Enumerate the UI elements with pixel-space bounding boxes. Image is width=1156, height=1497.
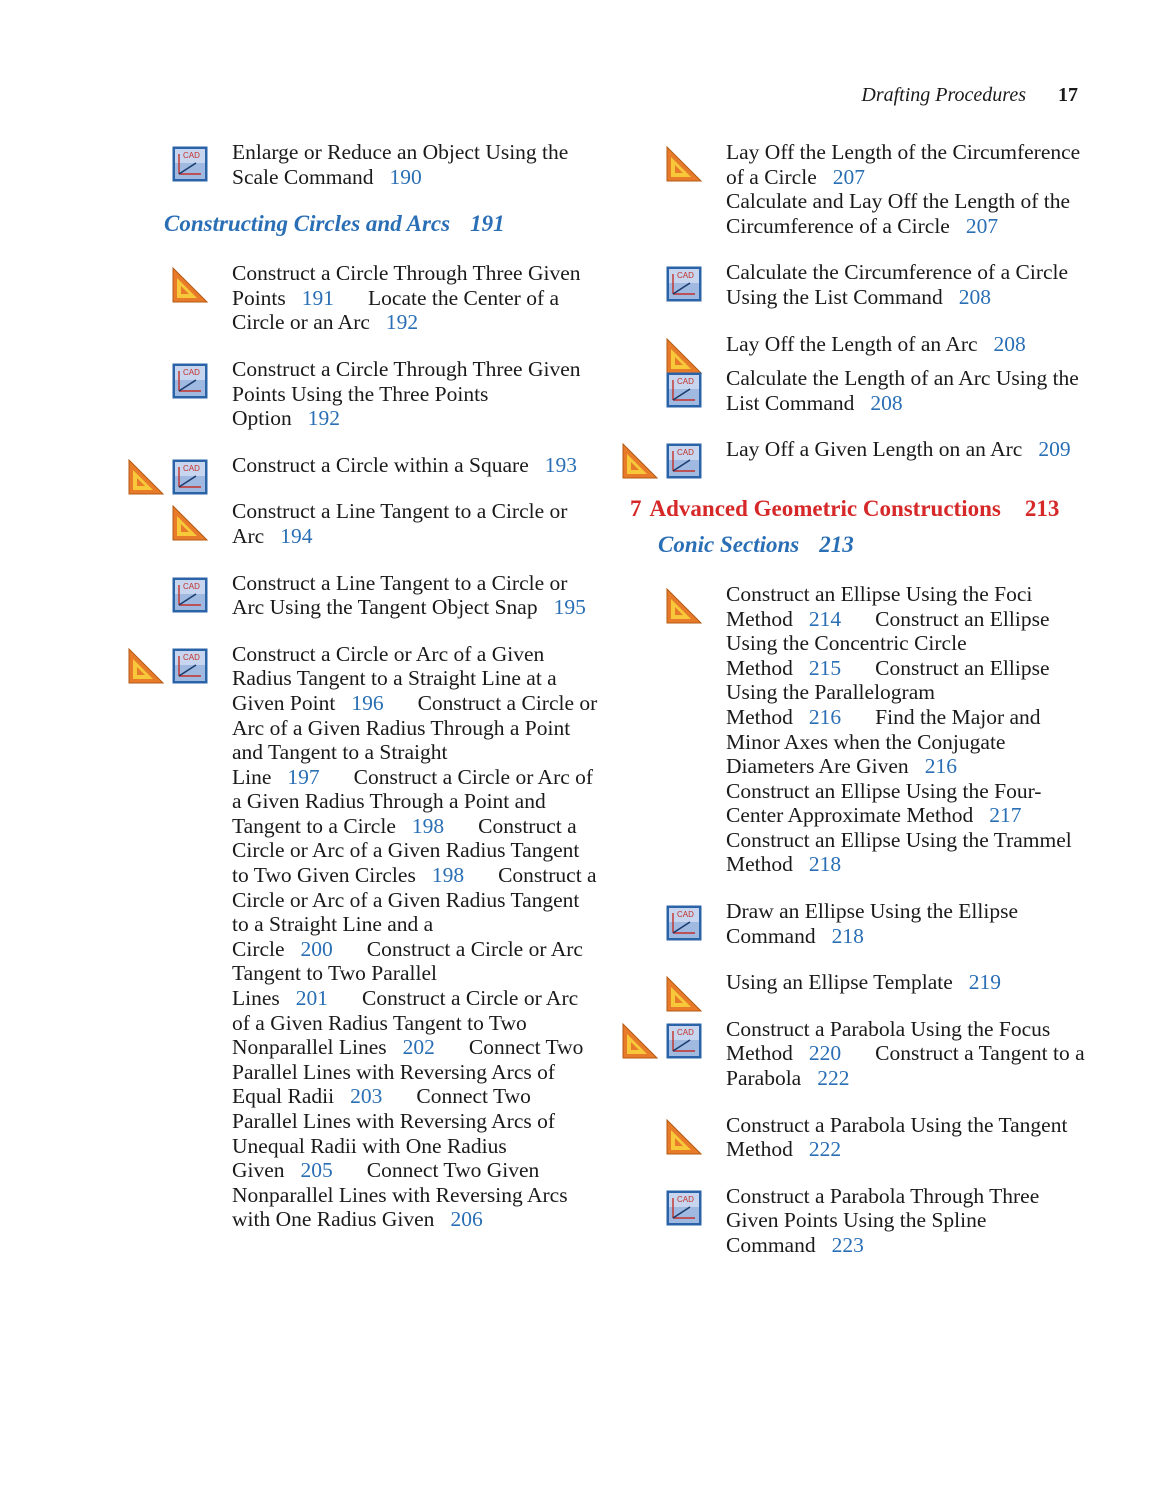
entry-subtitle: Connect Two Parallel Lines with Reversing Arcs of Equal Radii <box>232 1035 584 1109</box>
entry-page[interactable]: 208 <box>870 390 903 415</box>
toc-entry[interactable] <box>622 899 1092 948</box>
entry-page[interactable]: 205 <box>300 1158 333 1183</box>
chapter-heading[interactable] <box>630 496 1092 522</box>
entry-page[interactable]: 218 <box>831 923 864 948</box>
toc-entry[interactable] <box>128 357 598 431</box>
entry-title: Construct a Line Tangent to a Circle or Arc Using the Tangent Object Snap <box>232 570 568 620</box>
triangle-ruler-icon <box>666 1119 702 1155</box>
entry-page[interactable]: 222 <box>817 1066 850 1091</box>
toc-entry[interactable] <box>128 453 598 478</box>
entry-page[interactable]: 216 <box>808 704 842 729</box>
entry-subtitle: Construct a Circle or Arc of a Given Radius Tangent to a Straight Line and a Circle <box>232 863 597 961</box>
entry-subtitle: Construct a Circle or Arc of a Given Radius Through a Point and Tangent to a Straight Line <box>232 690 598 789</box>
entry-page[interactable]: 220 <box>808 1041 842 1066</box>
entry-page[interactable]: 195 <box>553 595 586 620</box>
left-column <box>128 140 598 1254</box>
entry-page[interactable]: 203 <box>350 1084 383 1109</box>
toc-entry[interactable] <box>622 332 1092 357</box>
cad-icon <box>666 905 702 941</box>
cad-icon <box>172 648 208 684</box>
entry-icons <box>622 372 706 412</box>
toc-entry[interactable] <box>128 261 598 335</box>
entry-subtitle: Calculate and Lay Off the Length of the Circumference of a Circle <box>726 189 1071 238</box>
triangle-ruler-icon <box>666 976 702 1012</box>
entry-subtitle: Construct an Ellipse Using the Concentric Circle Method <box>726 606 1050 680</box>
entry-page[interactable]: 222 <box>808 1137 842 1162</box>
entry-page[interactable]: 217 <box>989 803 1022 828</box>
cad-icon <box>666 1190 702 1226</box>
entry-title: Construct a Parabola Using the Tangent Method <box>726 1112 1068 1162</box>
entry-title: Using an Ellipse Template <box>726 970 953 995</box>
entry-icons <box>622 443 706 483</box>
section-page[interactable]: 191 <box>470 211 505 237</box>
entry-subtitle: Construct an Ellipse Using the Four-Center Approximate Method <box>726 778 1042 828</box>
entry-page[interactable]: 198 <box>431 863 465 888</box>
entry-page[interactable]: 214 <box>808 606 842 631</box>
entry-page[interactable]: 206 <box>450 1207 483 1232</box>
entry-icons <box>128 363 212 403</box>
entry-page[interactable]: 192 <box>385 310 419 335</box>
cad-icon <box>172 459 208 495</box>
toc-entry[interactable] <box>128 571 598 620</box>
chapter-title: Advanced Geometric Constructions <box>649 495 1001 521</box>
entry-icons <box>622 266 706 306</box>
entry-page[interactable]: 209 <box>1038 437 1071 462</box>
running-header <box>800 84 1078 107</box>
entry-subtitle: Construct an Ellipse Using the Trammel Method <box>726 827 1072 877</box>
toc-entry[interactable] <box>622 970 1092 995</box>
toc-entry[interactable] <box>622 366 1092 415</box>
entry-page[interactable]: 223 <box>831 1233 864 1257</box>
running-title: Drafting Procedures <box>861 84 1026 106</box>
entry-icons <box>622 146 706 186</box>
entry-page[interactable]: 194 <box>280 523 313 548</box>
entry-icons <box>622 1023 706 1063</box>
entry-subtitle: Construct an Ellipse Using the Parallelogram Method <box>726 655 1050 729</box>
entry-page[interactable]: 207 <box>965 213 999 238</box>
entry-subtitle: Find the Major and Minor Axes when the Conjugate Diameters Are Given <box>726 704 1041 779</box>
entry-page[interactable]: 219 <box>968 970 1002 995</box>
entry-title: Lay Off the Length of the Circumference of a Circle <box>726 140 1081 189</box>
cad-icon <box>666 443 702 479</box>
triangle-ruler-icon <box>128 459 164 495</box>
entry-page[interactable]: 190 <box>389 164 422 189</box>
right-column <box>622 140 1092 1280</box>
entry-title: Construct a Circle within a Square <box>232 452 529 477</box>
entry-icons <box>128 505 212 545</box>
entry-title: Calculate the Length of an Arc Using the List Command <box>726 366 1079 415</box>
cad-icon <box>172 577 208 613</box>
entry-page[interactable]: 196 <box>351 690 384 715</box>
entry-page[interactable]: 216 <box>924 754 957 779</box>
entry-title: Construct a Parabola Using the Focus Method <box>726 1016 1051 1066</box>
entry-subtitle: Construct a Circle or Arc of a Given Radius Tangent to Two Nonparallel Lines <box>232 986 579 1060</box>
entry-title: Enlarge or Reduce an Object Using the Scale Command <box>232 140 569 189</box>
chapter-page[interactable]: 213 <box>1024 495 1060 521</box>
toc-entry[interactable] <box>622 140 1092 238</box>
section-title: Constructing Circles and Arcs <box>164 211 451 237</box>
entry-title: Construct a Circle or Arc of a Given Radius Tangent to a Straight Line at a Given Point <box>232 641 557 715</box>
entry-page[interactable]: 208 <box>958 284 992 309</box>
entry-title: Lay Off the Length of an Arc <box>726 331 978 356</box>
entry-page[interactable]: 198 <box>411 813 445 838</box>
entry-title: Construct an Ellipse Using the Foci Method <box>726 581 1033 631</box>
triangle-ruler-icon <box>666 588 702 624</box>
toc-entry[interactable] <box>622 437 1092 462</box>
triangle-ruler-icon <box>172 267 208 303</box>
toc-entry[interactable] <box>622 260 1092 309</box>
entry-page[interactable]: 191 <box>301 285 335 310</box>
toc-entry[interactable] <box>622 582 1092 877</box>
entry-page[interactable]: 193 <box>544 452 577 477</box>
entry-subtitle: Locate the Center of a Circle or an Arc <box>232 285 560 335</box>
cad-icon <box>666 1023 702 1059</box>
entry-icons <box>128 459 212 499</box>
triangle-ruler-icon <box>172 505 208 541</box>
entry-page[interactable]: 215 <box>808 655 842 680</box>
entry-subtitle: Connect Two Given Nonparallel Lines with Reversing Arcs with One Radius Given <box>232 1158 568 1232</box>
triangle-ruler-icon <box>128 648 164 684</box>
entry-subtitle: Construct a Tangent to a Parabola <box>726 1041 1085 1091</box>
entry-title: Lay Off a Given Length on an Arc <box>726 437 1023 462</box>
entry-page[interactable]: 207 <box>832 164 865 189</box>
entry-page[interactable]: 201 <box>295 986 329 1011</box>
entry-title: Construct a Parabola Through Three Given Points Using the Spline Command <box>726 1183 1040 1257</box>
entry-subtitle: Construct a Circle or Arc of a Given Radius Through a Point and Tangent to a Circle <box>232 764 594 838</box>
entry-icons <box>622 588 706 628</box>
triangle-ruler-icon <box>666 146 702 182</box>
toc-entry[interactable] <box>128 140 598 189</box>
entry-icons <box>128 577 212 617</box>
entry-page[interactable]: 208 <box>993 331 1026 356</box>
section-title: Conic Sections <box>658 531 800 557</box>
entry-icons <box>128 267 212 307</box>
entry-icons <box>622 976 706 1016</box>
entry-subtitle: Construct a Circle or Arc of a Given Radius Tangent to Two Given Circles <box>232 813 580 888</box>
entry-title: Construct a Circle Through Three Given Points Using the Three Points Option <box>232 356 581 431</box>
toc-entry[interactable] <box>128 642 598 1232</box>
toc-entry[interactable] <box>128 499 598 548</box>
entry-icons <box>128 648 212 688</box>
cad-icon <box>666 266 702 302</box>
toc-entry[interactable] <box>622 1017 1092 1091</box>
cad-icon <box>666 372 702 408</box>
entry-title: Draw an Ellipse Using the Ellipse Command <box>726 899 1018 948</box>
cad-icon <box>172 363 208 399</box>
triangle-ruler-icon <box>622 443 658 479</box>
section-page[interactable]: 213 <box>819 531 854 557</box>
section-heading[interactable] <box>164 211 598 237</box>
section-heading[interactable] <box>658 532 1092 558</box>
entry-page[interactable]: 197 <box>287 764 320 789</box>
cad-icon <box>172 146 208 182</box>
toc-entry[interactable] <box>622 1113 1092 1162</box>
entry-subtitle: Connect Two Parallel Lines with Reversing Arcs of Unequal Radii with One Radius Given <box>232 1084 556 1183</box>
entry-title: Construct a Circle Through Three Given Points <box>232 261 581 310</box>
toc-entry[interactable] <box>622 1184 1092 1258</box>
triangle-ruler-icon <box>622 1023 658 1059</box>
entry-page[interactable]: 218 <box>808 852 842 877</box>
entry-page[interactable]: 202 <box>402 1035 435 1060</box>
entry-title: Calculate the Circumference of a Circle Using the List Command <box>726 260 1069 309</box>
entry-title: Construct a Line Tangent to a Circle or Arc <box>232 499 568 548</box>
entry-icons <box>622 1119 706 1159</box>
entry-subtitle: Construct a Circle or Arc Tangent to Two Parallel Lines <box>232 936 583 1011</box>
chapter-number: 7 <box>630 495 642 521</box>
entry-icons <box>622 905 706 945</box>
entry-page[interactable]: 192 <box>307 406 340 431</box>
entry-icons <box>128 146 212 186</box>
entry-page[interactable]: 200 <box>300 936 333 961</box>
entry-icons <box>622 1190 706 1230</box>
page-number: 17 <box>1058 84 1078 106</box>
